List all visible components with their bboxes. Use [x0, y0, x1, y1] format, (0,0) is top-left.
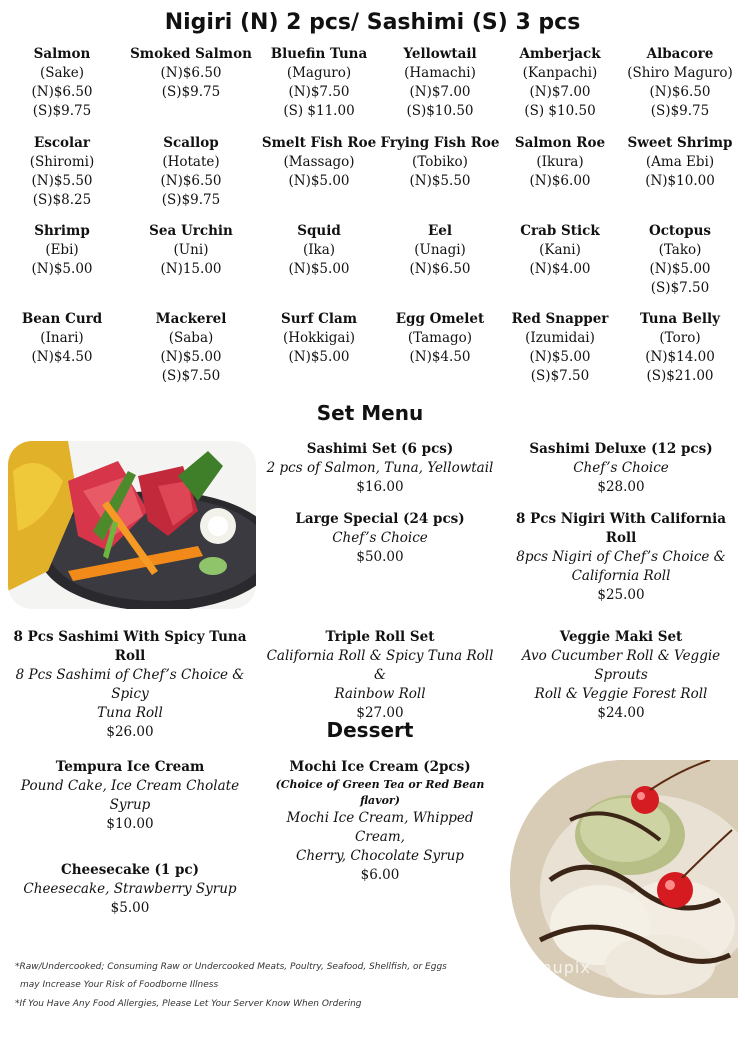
item-japanese-name: (Kanpachi) [522, 65, 598, 81]
nigiri-price: (N)$5.00 [160, 349, 222, 365]
item-name: Large Special (24 pcs) [295, 511, 465, 527]
nigiri-price: (N)$5.00 [288, 349, 350, 365]
item-price: $24.00 [597, 705, 645, 721]
set-menu-item [500, 440, 742, 497]
item-name: Tuna Belly [640, 311, 720, 327]
item-price: $16.00 [356, 479, 404, 495]
nigiri-price: (N)$6.50 [160, 173, 222, 189]
nigiri-price: (N)$6.50 [409, 261, 471, 277]
item-name: Squid [297, 223, 341, 239]
item-description: Rainbow Roll [334, 686, 426, 702]
item-description: California Roll & Spicy Tuna Roll & [266, 648, 494, 683]
item-japanese-name: (Saba) [168, 330, 214, 346]
nigiri-item [0, 134, 124, 210]
sashimi-price: (S)$10.50 [406, 103, 474, 119]
dessert-item [262, 758, 498, 885]
item-description: Avo Cucumber Roll & Veggie Sprouts [521, 648, 721, 683]
item-japanese-name: (Ama Ebi) [645, 154, 715, 170]
nigiri-item [618, 222, 742, 298]
item-name: Salmon Roe [514, 135, 606, 151]
nigiri-price: (N)$4.50 [31, 349, 93, 365]
item-japanese-name: (Izumidai) [525, 330, 595, 346]
sashimi-price: (S) $10.50 [524, 103, 596, 119]
sashimi-price: (S) $11.00 [283, 103, 355, 119]
item-japanese-name: (Hokkigai) [282, 330, 356, 346]
item-name: Yellowtail [403, 46, 477, 62]
item-name: Sweet Shrimp [627, 135, 733, 151]
item-japanese-name: (Inari) [40, 330, 84, 346]
nigiri-price: (N)$4.50 [409, 349, 471, 365]
sashimi-price: (S)$9.75 [650, 103, 710, 119]
item-name: Tempura Ice Cream [55, 759, 205, 775]
item-japanese-name: (Ika) [302, 242, 336, 258]
item-description: Chef’s Choice [573, 460, 669, 476]
item-price: $26.00 [106, 724, 154, 740]
item-name: Veggie Maki Set [559, 629, 683, 645]
item-price: $28.00 [597, 479, 645, 495]
set-menu-item [262, 628, 498, 723]
nigiri-price: (N)$6.50 [649, 84, 711, 100]
item-name: Red Snapper [511, 311, 609, 327]
nigiri-item [498, 134, 622, 191]
nigiri-item [378, 45, 502, 121]
item-name: Sea Urchin [149, 223, 233, 239]
set-menu-item [262, 440, 498, 497]
item-japanese-name: (Toro) [659, 330, 701, 346]
set-menu-title: Set Menu [316, 401, 424, 425]
dessert-title: Dessert [326, 718, 414, 742]
item-name: Shrimp [34, 223, 90, 239]
item-description: Chef’s Choice [332, 530, 428, 546]
nigiri-item [129, 222, 253, 279]
nigiri-price: (N)$6.50 [31, 84, 93, 100]
nigiri-price: (N)$5.50 [31, 173, 93, 189]
nigiri-price: (N)$5.00 [31, 261, 93, 277]
item-japanese-name: (Tamago) [407, 330, 473, 346]
item-description: 8 Pcs Sashimi of Chef’s Choice & Spicy [15, 667, 245, 702]
item-description: Roll & Veggie Forest Roll [534, 686, 708, 702]
item-japanese-name: (Ikura) [536, 154, 584, 170]
set-menu-item [500, 510, 742, 605]
nigiri-item [0, 45, 124, 121]
item-name: Crab Stick [520, 223, 600, 239]
item-japanese-name: (Tako) [658, 242, 702, 258]
set-menu-item [262, 510, 498, 567]
item-name: Bluefin Tuna [270, 46, 368, 62]
item-description: Tuna Roll [97, 705, 163, 721]
item-price: $25.00 [597, 587, 645, 603]
nigiri-item [618, 45, 742, 121]
nigiri-price: (N)$14.00 [645, 349, 715, 365]
item-japanese-name: (Uni) [173, 242, 209, 258]
item-name: Mochi Ice Cream (2pcs) [289, 759, 471, 775]
item-japanese-name: (Maguro) [286, 65, 352, 81]
nigiri-item [618, 310, 742, 386]
item-price: $5.00 [110, 900, 150, 916]
nigiri-item [378, 134, 502, 191]
nigiri-price: (N)$7.00 [409, 84, 471, 100]
watermark: menupix [514, 958, 591, 977]
nigiri-price: (N)$7.50 [288, 84, 350, 100]
item-name: Surf Clam [280, 311, 358, 327]
item-japanese-name: (Shiromi) [29, 154, 95, 170]
nigiri-price: (N)$4.00 [529, 261, 591, 277]
nigiri-item [129, 45, 253, 102]
nigiri-item [498, 45, 622, 121]
sashimi-price: (S)$7.50 [161, 368, 221, 384]
item-name: Albacore [646, 46, 714, 62]
item-japanese-name: (Unagi) [414, 242, 466, 258]
nigiri-price: (N)$7.00 [529, 84, 591, 100]
item-name: Escolar [33, 135, 91, 151]
nigiri-title: Nigiri (N) 2 pcs/ Sashimi (S) 3 pcs [164, 10, 581, 35]
nigiri-item [257, 134, 381, 191]
item-price: $27.00 [356, 705, 404, 721]
item-name: Salmon [33, 46, 91, 62]
nigiri-price: (N)$5.00 [529, 349, 591, 365]
item-name: Amberjack [519, 46, 601, 62]
nigiri-price: (N)$10.00 [645, 173, 715, 189]
nigiri-item [378, 222, 502, 279]
nigiri-item [618, 134, 742, 191]
item-price: $50.00 [356, 549, 404, 565]
nigiri-price: (N)$5.00 [288, 261, 350, 277]
nigiri-item [129, 134, 253, 210]
item-description: Pound Cake, Ice Cream Cholate Syrup [20, 778, 240, 813]
nigiri-item [498, 310, 622, 386]
item-description: 2 pcs of Salmon, Tuna, Yellowtail [266, 460, 494, 476]
nigiri-price: (N)$5.00 [649, 261, 711, 277]
sashimi-price: (S)$21.00 [646, 368, 714, 384]
sashimi-price: (S)$9.75 [32, 103, 92, 119]
item-description: Cherry, Chocolate Syrup [296, 848, 464, 864]
nigiri-price: (N)$5.00 [288, 173, 350, 189]
nigiri-price: (N)$6.00 [529, 173, 591, 189]
item-subtitle: (Choice of Green Tea or Red Bean flavor) [275, 778, 485, 807]
dessert-item [4, 861, 256, 918]
item-japanese-name: (Ebi) [45, 242, 79, 258]
item-name: Smoked Salmon [130, 46, 252, 62]
item-name: Bean Curd [21, 311, 103, 327]
nigiri-item [0, 222, 124, 279]
footnote-1: *Raw/Undercooked; Consuming Raw or Undercooked Meats, Poultry, Seafood, Shellfish, or Eggs [15, 962, 447, 972]
item-japanese-name: (Sake) [39, 65, 84, 81]
dessert-photo [510, 760, 738, 998]
nigiri-item [257, 222, 381, 279]
item-name: Sashimi Set (6 pcs) [306, 441, 454, 457]
item-name: Eel [427, 223, 452, 239]
item-name: Octopus [648, 223, 712, 239]
item-description: 8pcs Nigiri of Chef’s Choice & [516, 549, 726, 565]
item-name: Egg Omelet [395, 311, 485, 327]
item-price: $6.00 [360, 867, 400, 883]
item-description: Mochi Ice Cream, Whipped Cream, [286, 810, 474, 845]
item-name: Cheesecake (1 pc) [60, 862, 200, 878]
item-japanese-name: (Hotate) [162, 154, 220, 170]
sashimi-price: (S)$9.75 [161, 84, 221, 100]
nigiri-item [0, 310, 124, 367]
nigiri-item [129, 310, 253, 386]
nigiri-item [498, 222, 622, 279]
sashimi-price: (S)$7.50 [650, 280, 710, 296]
item-name: Triple Roll Set [325, 629, 435, 645]
item-japanese-name: (Hamachi) [404, 65, 476, 81]
sashimi-price: (S)$7.50 [530, 368, 590, 384]
item-name: Smelt Fish Roe [261, 135, 377, 151]
item-japanese-name: (Massago) [283, 154, 355, 170]
footnote-3: *If You Have Any Food Allergies, Please Let Your Server Know When Ordering [15, 999, 362, 1009]
footnote-2: may Increase Your Risk of Foodborne Illness [20, 980, 219, 990]
sashimi-plate-icon [8, 441, 256, 609]
sashimi-price: (S)$9.75 [161, 192, 221, 208]
set-menu-item [500, 628, 742, 723]
item-description: California Roll [571, 568, 671, 584]
item-name: Frying Fish Roe [380, 135, 500, 151]
item-price: $10.00 [106, 816, 154, 832]
nigiri-item [257, 45, 381, 121]
item-name: Sashimi Deluxe (12 pcs) [529, 441, 713, 457]
item-name: 8 Pcs Sashimi With Spicy Tuna Roll [13, 629, 247, 664]
item-japanese-name: (Kani) [539, 242, 581, 258]
item-name: Mackerel [155, 311, 227, 327]
item-name: Scallop [163, 135, 219, 151]
nigiri-price: (N)$5.50 [409, 173, 471, 189]
nigiri-price: (N)$6.50 [160, 65, 222, 81]
item-japanese-name: (Tobiko) [412, 154, 468, 170]
item-japanese-name: (Shiro Maguro) [627, 65, 733, 81]
nigiri-item [257, 310, 381, 367]
nigiri-price: (N)15.00 [160, 261, 222, 277]
dessert-item [4, 758, 256, 834]
item-name: 8 Pcs Nigiri With California Roll [516, 511, 726, 546]
sashimi-photo [8, 441, 256, 609]
item-description: Cheesecake, Strawberry Syrup [23, 881, 237, 897]
nigiri-item [378, 310, 502, 367]
sashimi-price: (S)$8.25 [32, 192, 92, 208]
